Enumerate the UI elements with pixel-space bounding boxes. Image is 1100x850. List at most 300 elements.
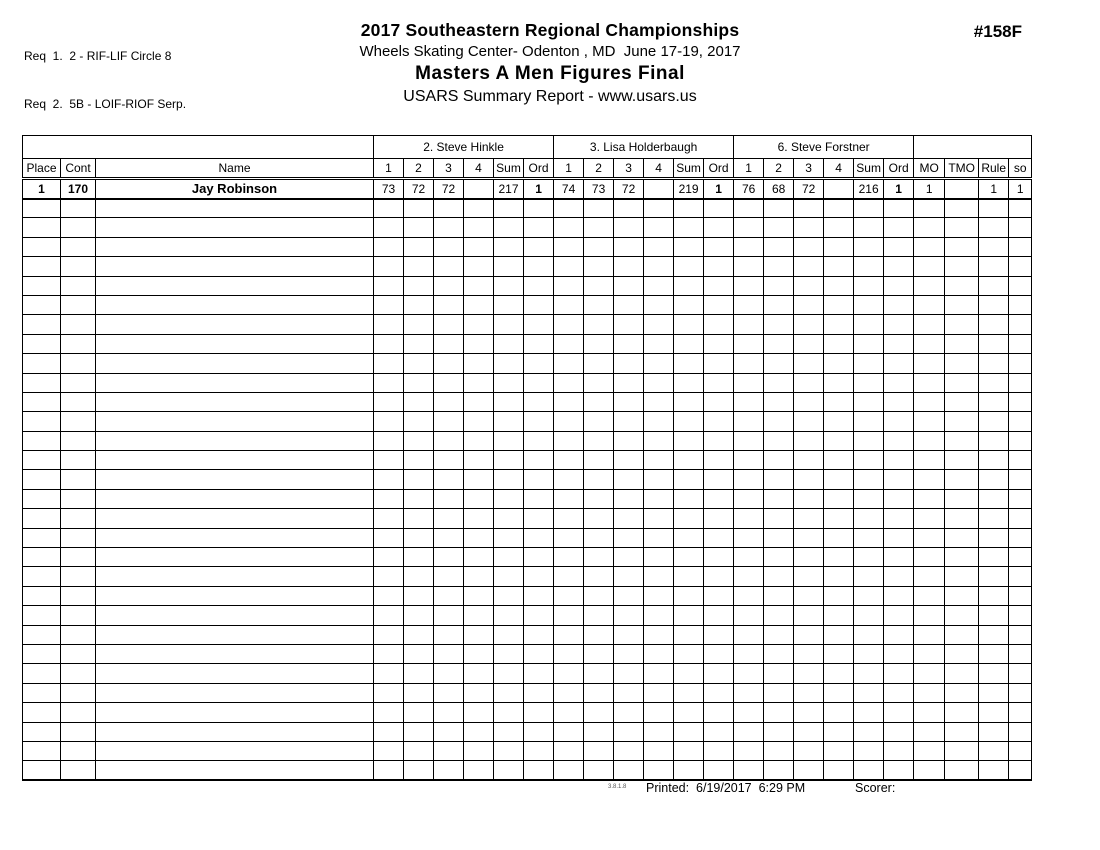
empty-cell	[524, 528, 554, 547]
empty-cell	[794, 295, 824, 314]
empty-cell	[23, 276, 61, 295]
empty-cell	[764, 276, 794, 295]
empty-cell	[674, 722, 704, 741]
empty-cell	[884, 237, 914, 256]
empty-cell	[554, 644, 584, 663]
empty-cell	[61, 470, 96, 489]
empty-cell	[494, 218, 524, 237]
col-header-j2-ord: Ord	[704, 159, 734, 179]
empty-cell	[704, 761, 734, 780]
col-header-j1-ord: Ord	[524, 159, 554, 179]
empty-cell	[945, 528, 979, 547]
empty-cell	[704, 334, 734, 353]
empty-cell	[584, 722, 614, 741]
empty-cell	[584, 451, 614, 470]
empty-cell	[764, 509, 794, 528]
empty-cell	[794, 451, 824, 470]
col-header-place: Place	[23, 159, 61, 179]
empty-cell	[704, 567, 734, 586]
empty-cell	[61, 741, 96, 760]
empty-cell	[404, 586, 434, 605]
col-header-tmo: TMO	[945, 159, 979, 179]
empty-cell	[644, 625, 674, 644]
empty-cell	[734, 606, 764, 625]
empty-cell	[614, 722, 644, 741]
empty-cell	[524, 509, 554, 528]
empty-cell	[464, 295, 494, 314]
empty-cell	[1009, 334, 1032, 353]
empty-cell	[824, 606, 854, 625]
empty-cell	[704, 199, 734, 218]
empty-cell	[734, 354, 764, 373]
empty-cell	[914, 548, 945, 567]
empty-cell	[404, 664, 434, 683]
empty-cell	[704, 470, 734, 489]
empty-cell	[23, 528, 61, 547]
empty-cell	[23, 567, 61, 586]
empty-cell	[914, 199, 945, 218]
empty-cell	[979, 548, 1009, 567]
empty-cell	[914, 586, 945, 605]
empty-cell	[945, 644, 979, 663]
empty-cell	[914, 761, 945, 780]
empty-cell	[494, 276, 524, 295]
empty-cell	[61, 625, 96, 644]
empty-cell	[794, 644, 824, 663]
empty-cell	[854, 722, 884, 741]
empty-cell	[854, 644, 884, 663]
j3-score-2: 68	[764, 179, 794, 199]
empty-cell	[584, 470, 614, 489]
empty-cell	[434, 703, 464, 722]
empty-cell	[945, 703, 979, 722]
empty-cell	[584, 257, 614, 276]
empty-cell	[404, 625, 434, 644]
empty-cell	[794, 489, 824, 508]
empty-cell	[554, 528, 584, 547]
empty-cell	[554, 722, 584, 741]
empty-cell	[884, 722, 914, 741]
empty-cell	[644, 276, 674, 295]
empty-cell	[23, 199, 61, 218]
empty-cell	[979, 470, 1009, 489]
empty-cell	[554, 373, 584, 392]
empty-cell	[794, 703, 824, 722]
empty-cell	[1009, 257, 1032, 276]
table-row	[23, 625, 1032, 644]
col-header-j3-1: 1	[734, 159, 764, 179]
empty-cell	[704, 373, 734, 392]
empty-cell	[61, 392, 96, 411]
empty-cell	[524, 606, 554, 625]
empty-cell	[494, 625, 524, 644]
empty-cell	[524, 373, 554, 392]
empty-cell	[96, 373, 374, 392]
empty-cell	[644, 683, 674, 702]
empty-cell	[979, 683, 1009, 702]
empty-cell	[404, 431, 434, 450]
empty-cell	[644, 218, 674, 237]
empty-cell	[824, 334, 854, 353]
empty-cell	[914, 315, 945, 334]
empty-cell	[854, 489, 884, 508]
empty-cell	[1009, 761, 1032, 780]
empty-cell	[554, 276, 584, 295]
empty-cell	[494, 431, 524, 450]
empty-cell	[584, 741, 614, 760]
empty-cell	[704, 664, 734, 683]
empty-cell	[434, 548, 464, 567]
empty-cell	[674, 354, 704, 373]
empty-cell	[945, 509, 979, 528]
empty-cell	[61, 276, 96, 295]
empty-cell	[824, 218, 854, 237]
empty-cell	[614, 606, 644, 625]
empty-cell	[614, 567, 644, 586]
empty-cell	[96, 528, 374, 547]
empty-cell	[524, 722, 554, 741]
empty-cell	[764, 354, 794, 373]
empty-cell	[1009, 392, 1032, 411]
empty-cell	[979, 606, 1009, 625]
empty-cell	[464, 586, 494, 605]
empty-cell	[464, 315, 494, 334]
empty-cell	[979, 567, 1009, 586]
empty-cell	[674, 470, 704, 489]
empty-cell	[884, 664, 914, 683]
table-row	[23, 548, 1032, 567]
empty-cell	[884, 315, 914, 334]
empty-cell	[374, 741, 404, 760]
empty-cell	[96, 451, 374, 470]
empty-cell	[584, 761, 614, 780]
empty-cell	[764, 334, 794, 353]
empty-cell	[584, 373, 614, 392]
empty-cell	[464, 431, 494, 450]
header-titles	[0, 20, 1100, 106]
empty-cell	[494, 373, 524, 392]
empty-cell	[824, 644, 854, 663]
empty-cell	[96, 567, 374, 586]
empty-cell	[374, 392, 404, 411]
col-header-j3-ord: Ord	[884, 159, 914, 179]
empty-cell	[674, 606, 704, 625]
empty-cell	[23, 373, 61, 392]
empty-cell	[524, 334, 554, 353]
empty-cell	[674, 451, 704, 470]
empty-cell	[96, 334, 374, 353]
empty-cell	[434, 334, 464, 353]
col-header-j2-1: 1	[554, 159, 584, 179]
empty-cell	[644, 703, 674, 722]
empty-cell	[854, 237, 884, 256]
j2-score-1: 74	[554, 179, 584, 199]
empty-cell	[584, 548, 614, 567]
empty-cell	[704, 315, 734, 334]
empty-cell	[524, 683, 554, 702]
empty-cell	[524, 741, 554, 760]
empty-cell	[96, 722, 374, 741]
empty-cell	[96, 625, 374, 644]
empty-cell	[61, 354, 96, 373]
empty-cell	[374, 199, 404, 218]
empty-cell	[404, 392, 434, 411]
empty-cell	[494, 567, 524, 586]
empty-cell	[614, 276, 644, 295]
empty-cell	[734, 218, 764, 237]
empty-cell	[61, 257, 96, 276]
empty-cell	[979, 664, 1009, 683]
empty-cell	[824, 664, 854, 683]
empty-cell	[674, 412, 704, 431]
empty-cell	[434, 722, 464, 741]
judge-2-name: 3. Lisa Holderbaugh	[554, 136, 734, 159]
empty-cell	[824, 199, 854, 218]
empty-cell	[404, 470, 434, 489]
empty-cell	[96, 315, 374, 334]
empty-cell	[824, 392, 854, 411]
empty-cell	[979, 431, 1009, 450]
empty-cell	[524, 625, 554, 644]
empty-cell	[96, 295, 374, 314]
empty-cell	[374, 489, 404, 508]
empty-cell	[96, 392, 374, 411]
empty-cell	[524, 703, 554, 722]
requirement-line-1: Req 1. 2 - RIF-LIF Circle 8	[24, 49, 172, 63]
empty-cell	[524, 295, 554, 314]
empty-cell	[614, 295, 644, 314]
empty-cell	[404, 548, 434, 567]
empty-cell	[1009, 586, 1032, 605]
empty-cell	[764, 683, 794, 702]
empty-cell	[1009, 276, 1032, 295]
empty-cell	[23, 451, 61, 470]
empty-cell	[734, 237, 764, 256]
empty-cell	[734, 373, 764, 392]
empty-cell	[854, 199, 884, 218]
empty-cell	[764, 257, 794, 276]
empty-cell	[884, 606, 914, 625]
empty-cell	[464, 606, 494, 625]
empty-cell	[23, 625, 61, 644]
empty-cell	[794, 606, 824, 625]
empty-cell	[23, 761, 61, 780]
empty-cell	[584, 644, 614, 663]
empty-cell	[854, 528, 884, 547]
empty-cell	[764, 625, 794, 644]
empty-cell	[644, 489, 674, 508]
empty-cell	[374, 257, 404, 276]
empty-cell	[464, 528, 494, 547]
empty-cell	[674, 315, 704, 334]
table-row	[23, 683, 1032, 702]
empty-cell	[884, 218, 914, 237]
empty-cell	[464, 567, 494, 586]
empty-cell	[704, 528, 734, 547]
event-title: Masters A Men Figures Final	[415, 63, 685, 84]
empty-cell	[374, 509, 404, 528]
empty-cell	[374, 586, 404, 605]
empty-cell	[734, 431, 764, 450]
empty-cell	[494, 548, 524, 567]
table-row	[23, 722, 1032, 741]
empty-cell	[674, 567, 704, 586]
empty-cell	[764, 548, 794, 567]
empty-cell	[884, 412, 914, 431]
empty-cell	[914, 257, 945, 276]
empty-cell	[945, 741, 979, 760]
empty-cell	[674, 237, 704, 256]
empty-cell	[945, 218, 979, 237]
empty-cell	[945, 470, 979, 489]
empty-cell	[914, 412, 945, 431]
empty-cell	[914, 625, 945, 644]
empty-cell	[794, 509, 824, 528]
empty-cell	[96, 606, 374, 625]
empty-cell	[824, 470, 854, 489]
empty-cell	[644, 528, 674, 547]
empty-cell	[434, 489, 464, 508]
table-row	[23, 218, 1032, 237]
empty-cell	[554, 412, 584, 431]
empty-cell	[914, 295, 945, 314]
empty-cell	[884, 199, 914, 218]
empty-cell	[554, 509, 584, 528]
empty-cell	[824, 761, 854, 780]
empty-cell	[979, 451, 1009, 470]
printed-timestamp: Printed: 6/19/2017 6:29 PM	[646, 781, 806, 795]
empty-cell	[464, 218, 494, 237]
empty-cell	[824, 722, 854, 741]
empty-cell	[524, 644, 554, 663]
empty-cell	[23, 392, 61, 411]
j1-score-4	[464, 179, 494, 199]
empty-cell	[1009, 625, 1032, 644]
empty-cell	[644, 470, 674, 489]
empty-cell	[945, 567, 979, 586]
empty-cell	[854, 509, 884, 528]
col-header-name: Name	[96, 159, 374, 179]
empty-cell	[884, 703, 914, 722]
empty-cell	[644, 295, 674, 314]
col-header-j2-2: 2	[584, 159, 614, 179]
empty-cell	[404, 722, 434, 741]
empty-cell	[584, 295, 614, 314]
table-row	[23, 276, 1032, 295]
empty-cell	[854, 412, 884, 431]
empty-cell	[584, 392, 614, 411]
empty-cell	[61, 489, 96, 508]
empty-cell	[23, 664, 61, 683]
empty-cell	[554, 334, 584, 353]
empty-cell	[794, 257, 824, 276]
empty-cell	[61, 644, 96, 663]
empty-cell	[824, 295, 854, 314]
empty-cell	[554, 703, 584, 722]
empty-cell	[914, 509, 945, 528]
event-number: #158F	[973, 22, 1022, 41]
empty-cell	[764, 664, 794, 683]
empty-cell	[644, 761, 674, 780]
scorer-label: Scorer:	[855, 781, 896, 795]
empty-cell	[614, 664, 644, 683]
empty-cell	[434, 276, 464, 295]
empty-cell	[434, 567, 464, 586]
championship-title: 2017 Southeastern Regional Championships	[360, 20, 740, 40]
j2-ord: 1	[704, 179, 734, 199]
empty-cell	[644, 606, 674, 625]
table-row	[23, 703, 1032, 722]
empty-cell	[674, 295, 704, 314]
empty-cell	[979, 586, 1009, 605]
empty-cell	[644, 451, 674, 470]
empty-cell	[704, 606, 734, 625]
empty-cell	[374, 664, 404, 683]
empty-cell	[794, 392, 824, 411]
empty-cell	[854, 373, 884, 392]
empty-cell	[854, 431, 884, 450]
empty-cell	[23, 606, 61, 625]
empty-cell	[524, 218, 554, 237]
empty-cell	[1009, 664, 1032, 683]
empty-cell	[584, 237, 614, 256]
empty-cell	[644, 509, 674, 528]
empty-cell	[854, 218, 884, 237]
empty-cell	[734, 548, 764, 567]
empty-cell	[854, 683, 884, 702]
empty-cell	[979, 625, 1009, 644]
empty-cell	[704, 722, 734, 741]
empty-cell	[945, 237, 979, 256]
empty-cell	[434, 257, 464, 276]
rule-cell: 1	[979, 179, 1009, 199]
empty-cell	[434, 237, 464, 256]
empty-cell	[914, 722, 945, 741]
empty-cell	[374, 295, 404, 314]
empty-cell	[824, 354, 854, 373]
empty-cell	[734, 528, 764, 547]
empty-cell	[404, 509, 434, 528]
empty-cell	[404, 315, 434, 334]
contestant-number-cell: 170	[61, 179, 96, 199]
empty-cell	[96, 586, 374, 605]
j1-score-3: 72	[434, 179, 464, 199]
empty-cell	[674, 431, 704, 450]
table-row	[23, 237, 1032, 256]
empty-cell	[734, 567, 764, 586]
empty-cell	[524, 548, 554, 567]
table-row	[23, 761, 1032, 780]
empty-cell	[524, 412, 554, 431]
empty-cell	[979, 199, 1009, 218]
results-table	[22, 135, 1032, 781]
j3-score-1: 76	[734, 179, 764, 199]
empty-cell	[824, 683, 854, 702]
empty-cell	[764, 218, 794, 237]
empty-cell	[524, 451, 554, 470]
empty-cell	[554, 237, 584, 256]
empty-cell	[734, 295, 764, 314]
empty-cell	[61, 237, 96, 256]
empty-cell	[554, 218, 584, 237]
table-row	[23, 509, 1032, 528]
j1-ord: 1	[524, 179, 554, 199]
empty-cell	[584, 431, 614, 450]
empty-cell	[884, 683, 914, 702]
empty-cell	[434, 392, 464, 411]
empty-cell	[914, 606, 945, 625]
empty-cell	[61, 703, 96, 722]
